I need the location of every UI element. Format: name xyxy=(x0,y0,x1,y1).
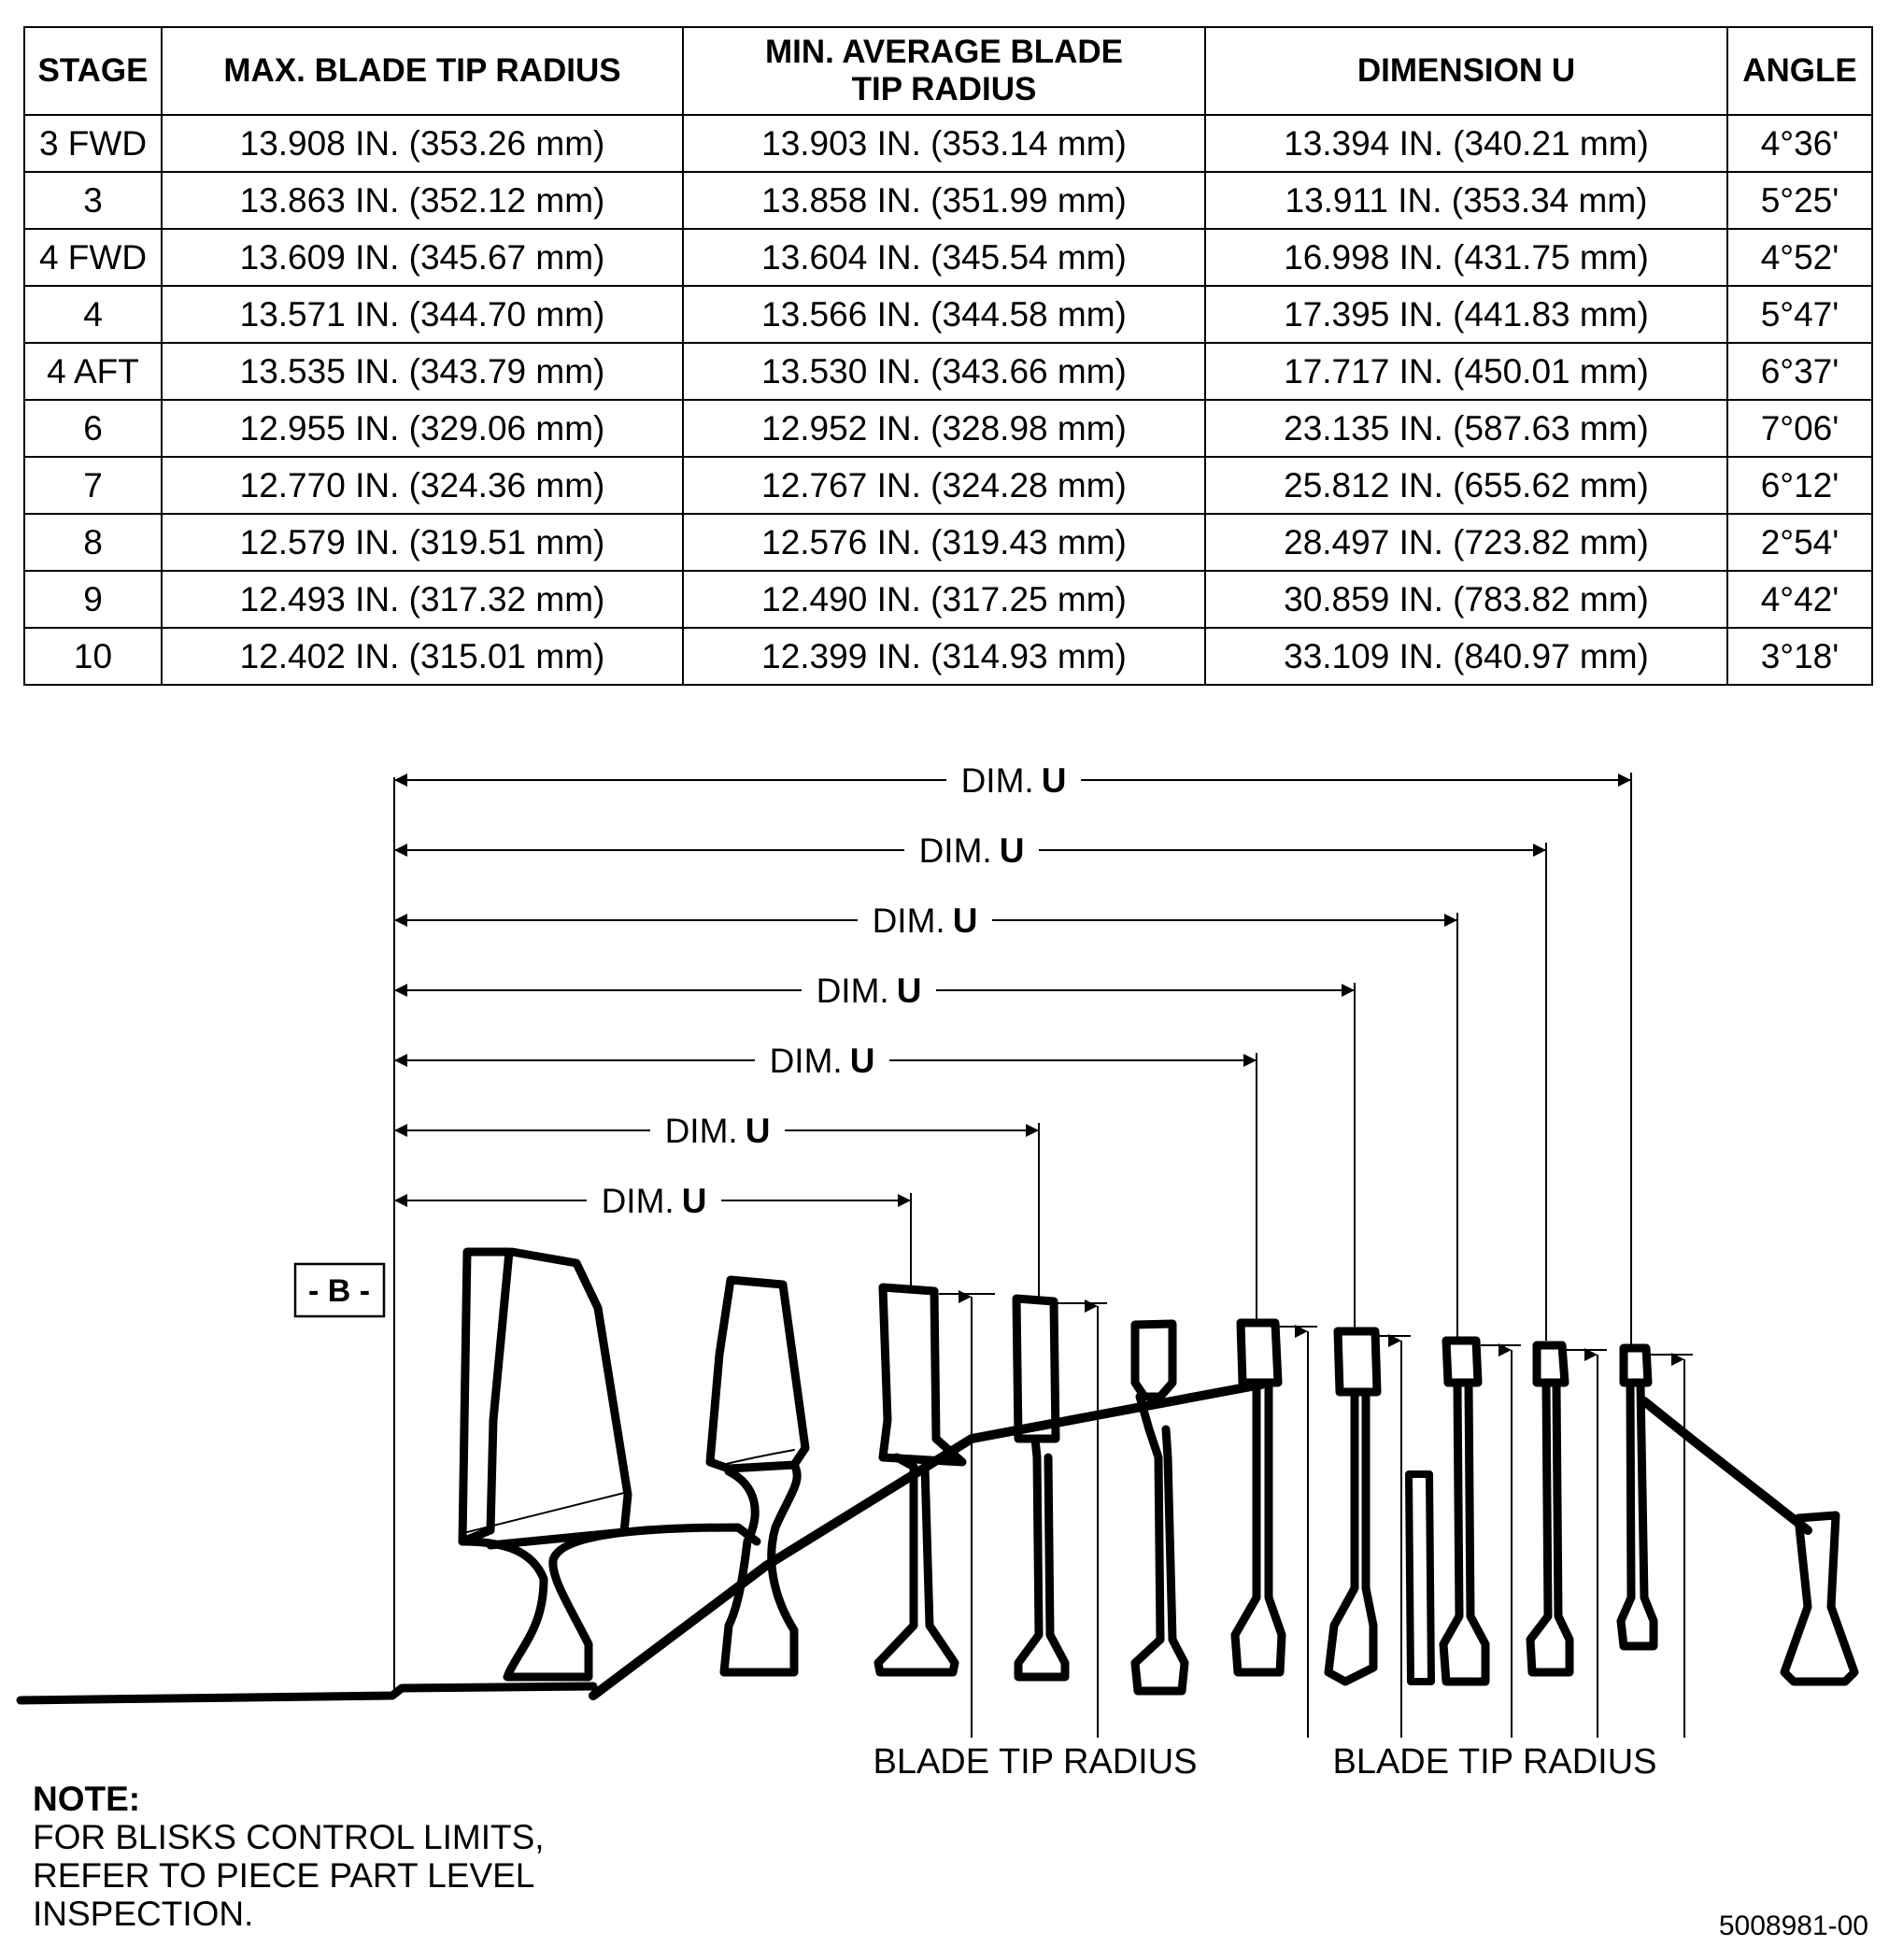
stage6-disk xyxy=(1443,1385,1485,1682)
stage8-disk xyxy=(1621,1385,1654,1646)
cell-stage: 4 FWD xyxy=(24,229,162,286)
cell-stage: 7 xyxy=(24,457,162,514)
rotor-assembly xyxy=(21,1252,1854,1700)
stage1-blade xyxy=(462,1252,628,1545)
header-max-blade-tip-radius: MAX. BLADE TIP RADIUS xyxy=(162,27,683,115)
cell-max-tip: 13.908 IN. (353.26 mm) xyxy=(162,115,683,172)
header-angle: ANGLE xyxy=(1727,27,1872,115)
dim-u-label xyxy=(961,761,1067,800)
cell-angle: 6°37' xyxy=(1727,343,1872,400)
dim-u-label xyxy=(770,1042,875,1080)
cell-angle: 5°25' xyxy=(1727,172,1872,229)
stage3-blade xyxy=(1016,1299,1056,1439)
cell-max-tip: 12.579 IN. (319.51 mm) xyxy=(162,514,683,571)
stage10-hub xyxy=(1784,1515,1854,1682)
cell-dim-u: 23.135 IN. (587.63 mm) xyxy=(1205,400,1727,457)
note-line-1: FOR BLISKS CONTROL LIMITS, xyxy=(33,1818,545,1856)
dim-u-4 xyxy=(394,970,1355,1331)
datum-b-label: - B - xyxy=(307,1273,371,1309)
stage4fwd-blade xyxy=(1135,1324,1172,1397)
cell-dim-u: 25.812 IN. (655.62 mm) xyxy=(1205,457,1727,514)
dim-u-label-letter: U xyxy=(1041,761,1067,800)
dimension-u-lines xyxy=(394,760,1631,1345)
dim-u-7 xyxy=(394,1180,911,1291)
header-min-avg-line1: MIN. AVERAGE BLADE xyxy=(764,33,1124,70)
cell-min-avg-tip: 13.903 IN. (353.14 mm) xyxy=(683,115,1205,172)
cell-max-tip: 13.863 IN. (352.12 mm) xyxy=(162,172,683,229)
spacer-ring xyxy=(1409,1474,1431,1682)
dim-u-label-letter: U xyxy=(896,972,922,1010)
dim-u-5 xyxy=(394,1040,1257,1325)
cell-min-avg-tip: 12.576 IN. (319.43 mm) xyxy=(683,514,1205,571)
cell-min-avg-tip: 12.399 IN. (314.93 mm) xyxy=(683,628,1205,685)
cell-dim-u: 30.859 IN. (783.82 mm) xyxy=(1205,571,1727,628)
dim-u-label xyxy=(873,902,978,940)
cell-dim-u: 17.717 IN. (450.01 mm) xyxy=(1205,343,1727,400)
dim-u-label-prefix: DIM. xyxy=(769,1042,843,1080)
dim-u-3 xyxy=(394,900,1457,1338)
cell-angle: 5°47' xyxy=(1727,286,1872,343)
dim-u-label-letter: U xyxy=(952,902,978,940)
cone-aft xyxy=(1644,1401,1808,1530)
stage3-disk xyxy=(1018,1439,1065,1677)
cell-min-avg-tip: 12.952 IN. (328.98 mm) xyxy=(683,400,1205,457)
cell-min-avg-tip: 13.604 IN. (345.54 mm) xyxy=(683,229,1205,286)
stage6-blade xyxy=(1446,1341,1478,1383)
stage4fwd-disk xyxy=(1135,1397,1185,1691)
dim-u-label-prefix: DIM. xyxy=(960,761,1034,800)
dim-u-label xyxy=(665,1112,771,1150)
stage4-disk xyxy=(1235,1387,1282,1672)
cell-stage: 10 xyxy=(24,628,162,685)
cell-angle: 3°18' xyxy=(1727,628,1872,685)
cell-stage: 8 xyxy=(24,514,162,571)
note-block xyxy=(33,1780,545,1933)
dim-u-label-prefix: DIM. xyxy=(816,972,889,1010)
cell-min-avg-tip: 12.767 IN. (324.28 mm) xyxy=(683,457,1205,514)
stage3fwd-blade xyxy=(883,1287,962,1462)
blade-tip-radius-label-right: BLADE TIP RADIUS xyxy=(1332,1742,1657,1782)
stage4aft-blade xyxy=(1338,1331,1377,1392)
front-shaft xyxy=(21,1686,593,1700)
stage7-disk xyxy=(1530,1385,1569,1672)
dim-u-label-prefix: DIM. xyxy=(918,831,992,870)
dim-u-label-letter: U xyxy=(999,831,1025,870)
cell-max-tip: 12.493 IN. (317.32 mm) xyxy=(162,571,683,628)
cell-min-avg-tip: 13.566 IN. (344.58 mm) xyxy=(683,286,1205,343)
header-stage: STAGE xyxy=(24,27,162,115)
cell-angle: 2°54' xyxy=(1727,514,1872,571)
dim-u-label-prefix: DIM. xyxy=(601,1182,675,1220)
cell-max-tip: 12.955 IN. (329.06 mm) xyxy=(162,400,683,457)
stage8-blade xyxy=(1624,1348,1648,1383)
note-line-3: INSPECTION. xyxy=(33,1895,254,1933)
note-heading: NOTE: xyxy=(33,1780,141,1818)
header-dimension-u: DIMENSION U xyxy=(1205,27,1727,115)
cell-stage: 3 xyxy=(24,172,162,229)
dim-u-label-prefix: DIM. xyxy=(664,1112,738,1150)
dim-u-label-letter: U xyxy=(745,1112,771,1150)
cell-stage: 4 AFT xyxy=(24,343,162,400)
dim-u-label xyxy=(919,831,1025,870)
stage2-blade xyxy=(710,1280,805,1469)
cell-max-tip: 12.402 IN. (315.01 mm) xyxy=(162,628,683,685)
cell-min-avg-tip: 13.530 IN. (343.66 mm) xyxy=(683,343,1205,400)
cell-min-avg-tip: 12.490 IN. (317.25 mm) xyxy=(683,571,1205,628)
stage7-blade xyxy=(1537,1345,1565,1383)
cell-angle: 4°42' xyxy=(1727,571,1872,628)
cell-dim-u: 16.998 IN. (431.75 mm) xyxy=(1205,229,1727,286)
cell-max-tip: 12.770 IN. (324.36 mm) xyxy=(162,457,683,514)
cell-angle: 7°06' xyxy=(1727,400,1872,457)
cell-dim-u: 33.109 IN. (840.97 mm) xyxy=(1205,628,1727,685)
blade-tip-radius-label-left: BLADE TIP RADIUS xyxy=(873,1742,1198,1782)
cell-angle: 4°52' xyxy=(1727,229,1872,286)
dim-u-label-letter: U xyxy=(681,1182,707,1220)
cell-max-tip: 13.571 IN. (344.70 mm) xyxy=(162,286,683,343)
dim-u-label-prefix: DIM. xyxy=(872,902,945,940)
stage4-blade xyxy=(1241,1323,1278,1383)
dim-u-label-letter: U xyxy=(849,1042,875,1080)
cell-dim-u: 13.394 IN. (340.21 mm) xyxy=(1205,115,1727,172)
drawing-number: 5008981-00 xyxy=(1718,1910,1868,1941)
cell-stage: 9 xyxy=(24,571,162,628)
cell-min-avg-tip: 13.858 IN. (351.99 mm) xyxy=(683,172,1205,229)
cell-dim-u: 28.497 IN. (723.82 mm) xyxy=(1205,514,1727,571)
dim-u-label xyxy=(817,972,922,1010)
header-min-avg-line2: TIP RADIUS xyxy=(851,71,1037,107)
cell-stage: 4 xyxy=(24,286,162,343)
cell-dim-u: 13.911 IN. (353.34 mm) xyxy=(1205,172,1727,229)
cell-dim-u: 17.395 IN. (441.83 mm) xyxy=(1205,286,1727,343)
datum-b xyxy=(295,777,394,1696)
cell-angle: 6°12' xyxy=(1727,457,1872,514)
cell-max-tip: 13.535 IN. (343.79 mm) xyxy=(162,343,683,400)
dim-u-label xyxy=(602,1182,707,1220)
cell-angle: 4°36' xyxy=(1727,115,1872,172)
cell-stage: 6 xyxy=(24,400,162,457)
cell-max-tip: 13.609 IN. (345.67 mm) xyxy=(162,229,683,286)
note-line-2: REFER TO PIECE PART LEVEL xyxy=(33,1856,535,1895)
cell-stage: 3 FWD xyxy=(24,115,162,172)
stage4aft-disk xyxy=(1328,1397,1373,1682)
